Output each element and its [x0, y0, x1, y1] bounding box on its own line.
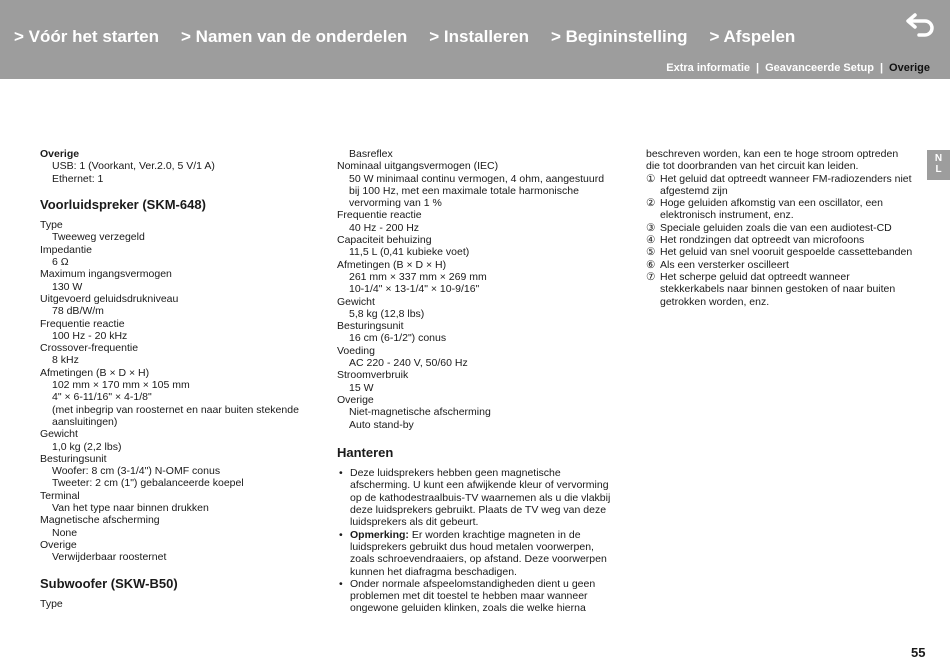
- spec-value: 6 Ω: [52, 256, 69, 269]
- item-text: Het rondzingen dat optreedt van microfoons: [660, 234, 865, 247]
- handling-bullets: [337, 467, 612, 615]
- spec-value: Tweeter: 2 cm (1") gebalanceerde koepel: [52, 477, 244, 490]
- nav-installeren[interactable]: > Installeren: [429, 27, 529, 46]
- item-text: Het scherpe geluid dat optreedt wanneer stekkerkabels naar binnen gestoken of naar buiten getrokken worden, enz.: [660, 270, 896, 308]
- sub-navigation: [666, 62, 930, 74]
- numbered-item: [646, 271, 914, 308]
- spec-value: Van het type naar binnen drukken: [52, 502, 209, 515]
- bullet-body: Deze luidsprekers hebben geen magnetische afscherming. U kunt een afwijkende kleur of vervorming op de kathodestraalbuis-TV waarnemen als u die vlakbij deze luidsprekers gebruikt. Plaats de TV weg van deze luidsprekers als dit gebeurt.: [350, 467, 611, 529]
- column-1: [40, 148, 310, 610]
- subwoofer-specs-continued: [337, 148, 612, 431]
- spec-value: 15 W: [349, 381, 374, 394]
- spec-label: Besturingsunit: [337, 320, 404, 333]
- spec-value: 50 W minimaal continu vermogen, 4 ohm, aangestuurd bij 100 Hz, met een maximale totale harmonische vervorming van 1 %: [349, 172, 605, 210]
- front-speaker-specs: [40, 219, 310, 563]
- spec-value: 261 mm × 337 mm × 269 mm: [349, 270, 487, 283]
- language-letter: N: [934, 153, 943, 164]
- spec-label: Afmetingen (B × D × H): [337, 258, 447, 271]
- spec-label: Type: [40, 219, 63, 232]
- spec-label: Uitgevoerd geluidsdrukniveau: [40, 292, 179, 305]
- bullet-body: Er worden krachtige magneten in de luidsprekers gebruikt dus houd metalen voorwerpen, zoals schroevendraaiers, op afstand. Deze voorwerpen kunnen het diafragma beschadigen.: [350, 528, 607, 578]
- spec-label: Overige: [337, 393, 374, 406]
- spec-label: Frequentie reactie: [40, 317, 125, 330]
- spec-value: 78 dB/W/m: [52, 305, 104, 318]
- language-tab: [927, 150, 950, 180]
- numbered-item: [646, 197, 914, 222]
- spec-value: Woofer: 8 cm (3-1/4") N-OMF conus: [52, 465, 221, 478]
- column-2: [337, 148, 612, 615]
- top-navigation-bar: [0, 0, 950, 79]
- subnav-geavanceerde-setup[interactable]: Geavanceerde Setup: [765, 62, 874, 74]
- item-number: ⑦: [646, 270, 656, 283]
- nav-voor-het-starten[interactable]: > Vóór het starten: [14, 27, 160, 46]
- section-heading-front-speaker: Voorluidspreker (SKM-648): [40, 196, 206, 212]
- spec-value: (met inbegrip van roosternet en naar buiten stekende aansluitingen): [52, 403, 299, 428]
- spec-value: Verwijderbaar roosternet: [52, 551, 167, 564]
- bullet-item: [337, 529, 612, 578]
- spec-value: Tweeweg verzegeld: [52, 231, 145, 244]
- spec-value: 8 kHz: [52, 354, 79, 367]
- overige-list: [40, 160, 310, 185]
- spec-value: 10-1/4" × 13-1/4" × 10-9/16": [349, 283, 480, 296]
- spec-value: USB: 1 (Voorkant, Ver.2.0, 5 V/1 A): [52, 160, 215, 173]
- spec-value: 4" × 6-11/16" × 4-1/8": [52, 391, 152, 404]
- item-text: Het geluid dat optreedt wanneer FM-radiozenders niet afgestemd zijn: [660, 172, 912, 197]
- item-number: ①: [646, 172, 656, 185]
- nav-afspelen[interactable]: > Afspelen: [709, 27, 796, 46]
- back-arrow-icon[interactable]: [905, 10, 939, 38]
- section-heading-hanteren: Hanteren: [337, 444, 394, 460]
- spec-label: Stroomverbruik: [337, 369, 409, 382]
- item-text: Hoge geluiden afkomstig van een oscillator, een elektronisch instrument, enz.: [660, 197, 883, 222]
- spec-value: 1,0 kg (2,2 lbs): [52, 440, 122, 453]
- section-heading-subwoofer: Subwoofer (SKW-B50): [40, 575, 178, 591]
- spec-label: Crossover-frequentie: [40, 342, 139, 355]
- bullet-dot-icon: •: [339, 467, 343, 480]
- subnav-separator: |: [756, 62, 760, 74]
- numbered-item: [646, 173, 914, 198]
- spec-value: Auto stand-by: [349, 418, 414, 431]
- spec-value: None: [52, 526, 78, 539]
- spec-label: Gewicht: [40, 428, 78, 441]
- bullet-item: [337, 578, 612, 615]
- numbered-item: [646, 259, 914, 271]
- spec-label: Impedantie: [40, 243, 92, 256]
- spec-label: Terminal: [40, 489, 80, 502]
- spec-label: Nominaal uitgangsvermogen (IEC): [337, 160, 499, 173]
- spec-label: Gewicht: [337, 295, 375, 308]
- spec-label: Voeding: [337, 344, 375, 357]
- spec-value: AC 220 - 240 V, 50/60 Hz: [349, 357, 468, 370]
- spec-label: Type: [40, 597, 63, 610]
- numbered-item: [646, 246, 914, 258]
- spec-value: 5,8 kg (12,8 lbs): [349, 307, 425, 320]
- bullet-item: [337, 467, 612, 528]
- bullet-bold-label: Opmerking:: [350, 528, 409, 541]
- column-3: [646, 148, 914, 308]
- bullet-text: [350, 529, 612, 578]
- spec-label: Magnetische afscherming: [40, 514, 160, 527]
- bullet-body: Onder normale afspeelomstandigheden dient u geen problemen met dit toestel te hebben maar wanneer ongewone geluiden klinken, zoals die welke hierna: [350, 577, 596, 615]
- spec-value: 40 Hz - 200 Hz: [349, 221, 420, 234]
- subwoofer-specs: [40, 598, 310, 610]
- item-number: ⑥: [646, 258, 656, 271]
- item-text: Speciale geluiden zoals die van een audiotest-CD: [660, 221, 892, 234]
- item-text: Het geluid van snel vooruit gespoelde cassettebanden: [660, 246, 913, 259]
- item-number: ②: [646, 197, 656, 210]
- spec-label: Overige: [40, 538, 77, 551]
- spec-value: Niet-magnetische afscherming: [349, 406, 491, 419]
- spec-value: 130 W: [52, 280, 83, 293]
- spec-value: Basreflex: [349, 148, 393, 160]
- intro-paragraph: beschreven worden, kan een te hoge stroom optreden die tot doorbranden van het circuit kan leiden.: [646, 148, 899, 173]
- nav-namen-van-de-onderdelen[interactable]: > Namen van de onderdelen: [181, 27, 408, 46]
- bullet-text: [350, 578, 612, 615]
- spec-value: 16 cm (6-1/2") conus: [349, 332, 447, 345]
- numbered-list: [646, 173, 914, 308]
- bullet-dot-icon: •: [339, 528, 343, 541]
- spec-label: Maximum ingangsvermogen: [40, 268, 172, 281]
- nav-begininstelling[interactable]: > Begininstelling: [550, 27, 688, 46]
- spec-value: Ethernet: 1: [52, 172, 104, 185]
- spec-label: Afmetingen (B × D × H): [40, 366, 150, 379]
- subnav-extra-informatie[interactable]: Extra informatie: [666, 62, 751, 74]
- item-number: ④: [646, 234, 656, 247]
- bullet-dot-icon: •: [339, 577, 343, 590]
- main-nav: [14, 27, 817, 47]
- numbered-item: [646, 222, 914, 234]
- subnav-separator: |: [879, 62, 884, 74]
- spec-label: Besturingsunit: [40, 452, 107, 465]
- item-text: Als een versterker oscilleert: [660, 258, 789, 271]
- bullet-text: [350, 467, 612, 528]
- item-number: ⑤: [646, 246, 656, 259]
- spec-label: Frequentie reactie: [337, 209, 422, 222]
- spec-value: 102 mm × 170 mm × 105 mm: [52, 379, 190, 392]
- language-letter: L: [935, 164, 942, 175]
- spec-label: Capaciteit behuizing: [337, 234, 432, 247]
- subnav-overige-current[interactable]: Overige: [889, 62, 930, 74]
- page-number: 55: [911, 645, 926, 660]
- item-number: ③: [646, 221, 656, 234]
- spec-value: 100 Hz - 20 kHz: [52, 329, 128, 342]
- section-heading-overige: Overige: [40, 148, 80, 160]
- numbered-item: [646, 234, 914, 246]
- spec-value: 11,5 L (0,41 kubieke voet): [349, 246, 470, 259]
